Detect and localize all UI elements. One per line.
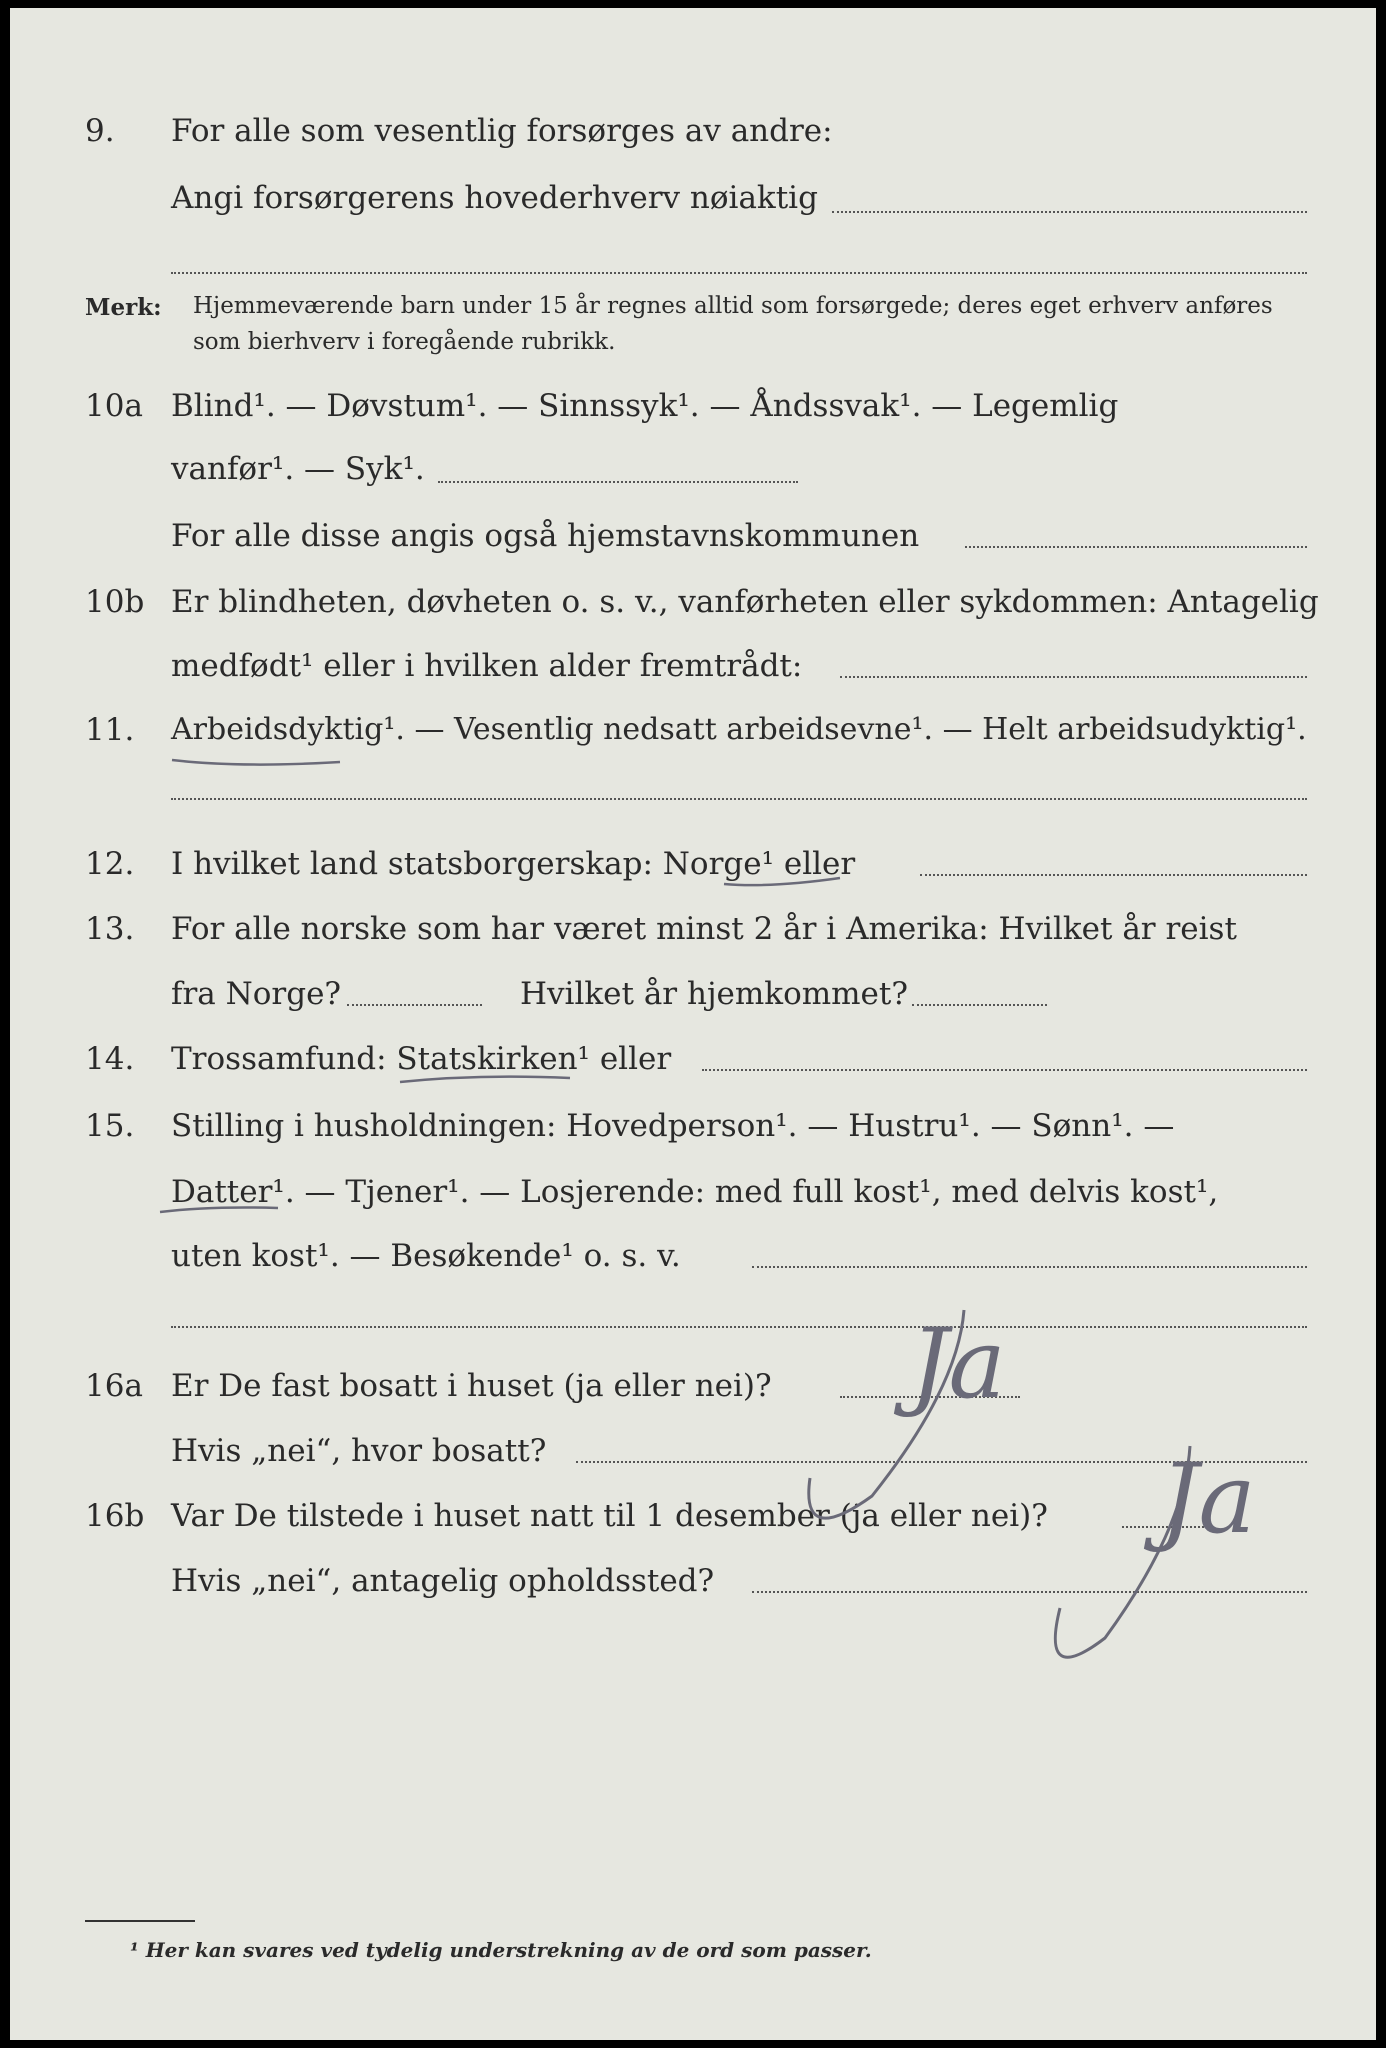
- q12-line1: I hvilket land statsborgerskap: Norge¹ eller: [171, 846, 856, 882]
- q15-line3: uten kost¹. — Besøkende¹ o. s. v.: [171, 1238, 681, 1274]
- q10b-number: 10b: [85, 584, 145, 620]
- q16b-line2: Hvis „nei“, antagelig opholdssted?: [171, 1563, 715, 1599]
- q13-line1: For alle norske som har været minst 2 år i Amerika: Hvilket år reist: [171, 911, 1237, 947]
- q14-line1: Trossamfund: Statskirken¹ eller: [171, 1041, 672, 1077]
- q16a-line1: Er De fast bosatt i huset (ja eller nei)?: [171, 1368, 772, 1404]
- footnote-rule: [85, 1920, 195, 1922]
- q9-line1: For alle som vesentlig forsørges av andre:: [171, 113, 833, 149]
- q11-line1: Arbeidsdyktig¹. — Vesentlig nedsatt arbeidsevne¹. — Helt arbeidsudyktig¹.: [171, 712, 1307, 747]
- q15-line1: Stilling i husholdningen: Hovedperson¹. — Hustru¹. — Sønn¹. —: [171, 1108, 1175, 1144]
- q11-number: 11.: [85, 712, 135, 748]
- q16a-number: 16a: [85, 1368, 143, 1404]
- q13-line2a: fra Norge?: [171, 976, 342, 1012]
- q16b-line1: Var De tilstede i huset natt til 1 desember (ja eller nei)?: [171, 1498, 1048, 1534]
- q10a-line2: vanfør¹. — Syk¹.: [171, 451, 425, 487]
- q13-number: 13.: [85, 911, 135, 947]
- q10b-line2: medfødt¹ eller i hvilken alder fremtrådt:: [171, 648, 803, 684]
- q10a-line3: For alle disse angis også hjemstavnskommunen: [171, 518, 920, 554]
- q16b-handwritten-answer: Ja: [1160, 1443, 1256, 1555]
- q9-line2: Angi forsørgerens hovederhverv nøiaktig: [171, 180, 818, 216]
- q16b-number: 16b: [85, 1498, 145, 1534]
- q15-number: 15.: [85, 1108, 135, 1144]
- merk-label: Merk:: [85, 294, 162, 321]
- handwriting-underlines: [10, 8, 1376, 2040]
- q13-line2b: Hvilket år hjemkommet?: [520, 976, 908, 1012]
- census-form-page: [10, 8, 1376, 2040]
- q16a-line2: Hvis „nei“, hvor bosatt?: [171, 1433, 547, 1469]
- footnote: ¹ Her kan svares ved tydelig understrekning av de ord som passer.: [130, 1938, 872, 1962]
- merk-text: Hjemmeværende barn under 15 år regnes alltid som forsørgede; deres eget erhverv anføres som bierhverv i foregående rubrikk.: [193, 293, 1273, 355]
- q15-line2: Datter¹. — Tjener¹. — Losjerende: med full kost¹, med delvis kost¹,: [171, 1174, 1219, 1210]
- q10b-line1: Er blindheten, døvheten o. s. v., vanførheten eller sykdommen: Antagelig: [171, 584, 1319, 620]
- q9-number: 9.: [85, 113, 115, 149]
- q14-number: 14.: [85, 1041, 135, 1077]
- q12-number: 12.: [85, 846, 135, 882]
- q10a-line1: Blind¹. — Døvstum¹. — Sinnssyk¹. — Åndssvak¹. — Legemlig: [171, 388, 1119, 424]
- q10a-number: 10a: [85, 388, 143, 424]
- q16a-handwritten-answer: Ja: [910, 1308, 1006, 1420]
